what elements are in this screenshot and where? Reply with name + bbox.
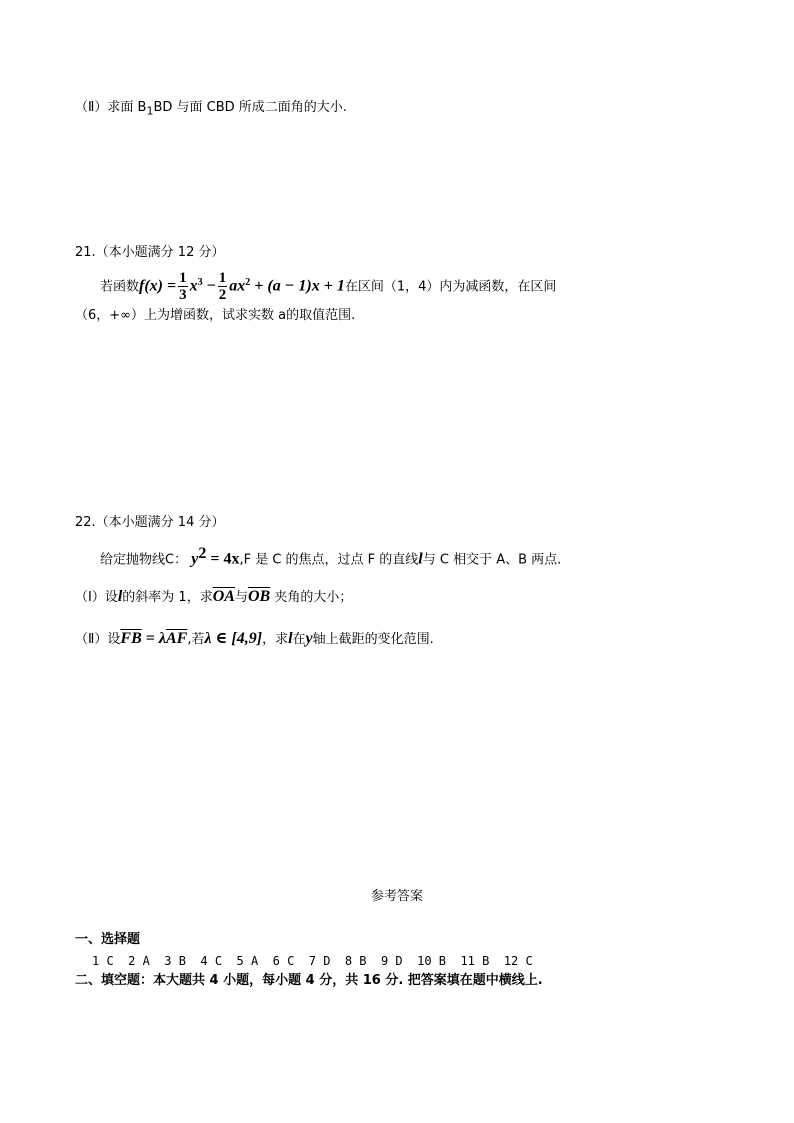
exp: 2 — [198, 545, 207, 562]
math: λ ∈ [4,9] — [204, 630, 263, 647]
subscript: 1 — [146, 104, 154, 118]
text: 夹角的大小； — [270, 590, 353, 605]
answers-title: 参考答案 — [370, 889, 423, 904]
text: （Ⅱ）求面 B — [75, 100, 147, 115]
math: = 4x — [206, 550, 240, 568]
math: l — [117, 588, 123, 605]
q21-statement — [100, 266, 556, 304]
choice-answers: 1 C 2 A 3 B 4 C 5 A 6 C 7 D 8 B 9 D 10 B 11 B 12 C — [92, 954, 533, 968]
text: ，求 — [262, 632, 289, 647]
text: （Ⅱ）设 — [75, 632, 121, 647]
math: y — [191, 550, 199, 568]
q21-line2: （6，+∞）上为增函数，试求实数 a的取值范围. — [75, 308, 356, 323]
q22-intro — [100, 546, 561, 568]
math: y — [305, 630, 313, 647]
text: 若函数 — [100, 279, 140, 295]
num: 1 — [218, 270, 227, 287]
math: − — [202, 277, 216, 295]
math: + (a − 1)x + 1 — [250, 277, 345, 295]
math: l — [418, 550, 423, 568]
text: ,若 — [187, 632, 205, 647]
math: ax — [229, 277, 246, 295]
text: （Ⅰ）设 — [75, 590, 118, 605]
exp: 3 — [197, 277, 203, 288]
q22-part1 — [75, 589, 352, 606]
q20-part2 — [75, 100, 347, 120]
den: 2 — [218, 287, 227, 304]
vector: $\overline{FB}$ — [120, 630, 142, 647]
text: 与 C 相交于 A、B 两点. — [422, 552, 562, 568]
text: 在区间（1，4）内为减函数，在区间 — [344, 279, 557, 295]
math: l — [288, 630, 293, 647]
vector: $\overline{AF}$ — [165, 630, 188, 647]
num: 1 — [179, 270, 187, 287]
text: BD 与面 CBD 所成二面角的大小. — [153, 100, 347, 115]
fraction — [218, 270, 228, 303]
vector: $\overline{OB}$ — [247, 588, 271, 605]
q21-header: 21.（本小题满分 12 分） — [75, 245, 225, 260]
q22-header: 22.（本小题满分 14 分） — [75, 515, 225, 530]
q22-part2 — [75, 631, 434, 648]
section1-heading: 一、选择题 — [75, 932, 141, 947]
vector: $\overline{OA}$ — [212, 588, 235, 605]
math: f(x) = — [139, 277, 177, 295]
text: ,F 是 C 的焦点，过点 F 的直线 — [239, 552, 419, 568]
fraction — [178, 270, 188, 303]
den: 3 — [179, 287, 187, 304]
math: x — [189, 277, 198, 295]
text: 与 — [234, 590, 248, 605]
text: 轴上截距的变化范围. — [312, 632, 434, 647]
text: 给定抛物线C： — [100, 552, 188, 568]
math: = λ — [141, 630, 166, 647]
exp: 2 — [245, 277, 251, 288]
text: 在 — [292, 632, 306, 647]
section2-heading: 二、填空题：本大题共 4 小题，每小题 4 分，共 16 分. 把答案填在题中横线上. — [75, 973, 543, 988]
text: 的斜率为 1，求 — [122, 590, 213, 605]
